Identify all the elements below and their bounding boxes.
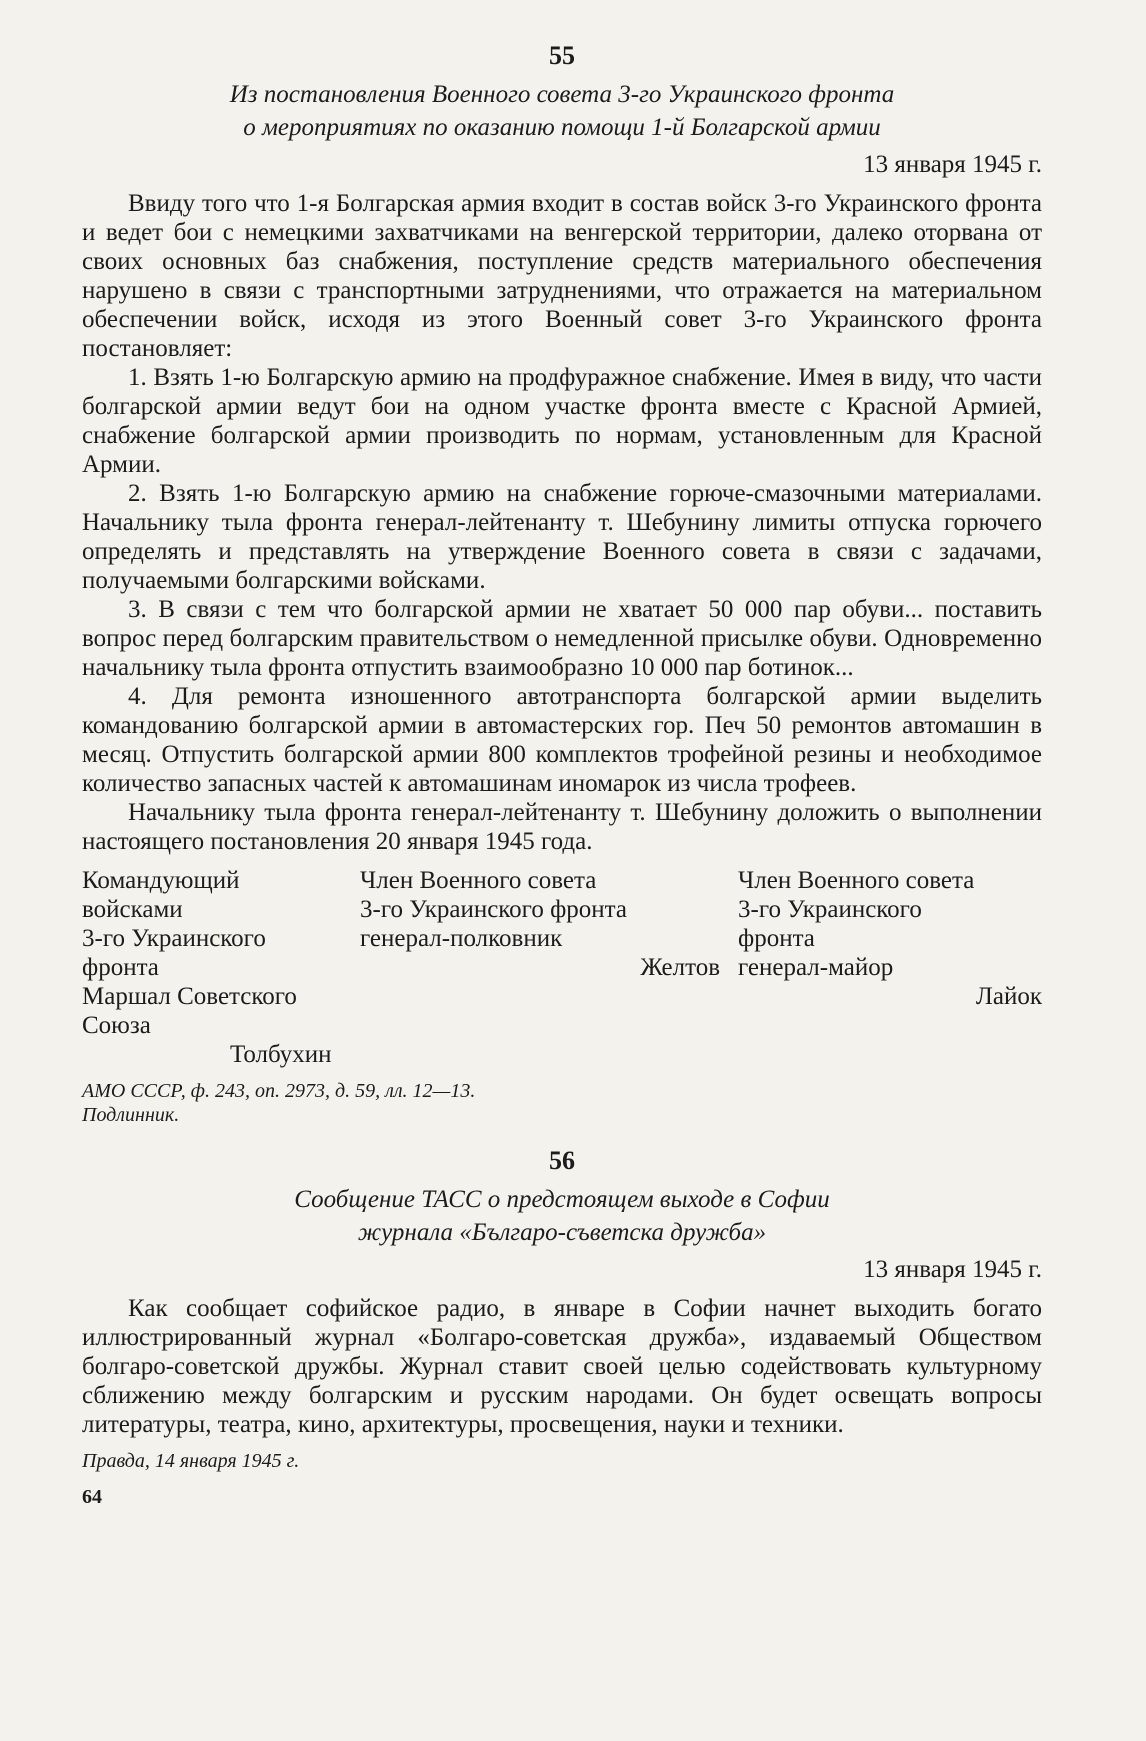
signature-council-member-2: [738, 866, 1042, 1069]
signature-council-member-1: [360, 866, 738, 1069]
signature-line: генерал-майор: [738, 954, 894, 981]
signature-name: Толбухин: [230, 1041, 332, 1068]
page-number: 64: [82, 1486, 102, 1508]
signature-line: 3-го Украинского фронта: [360, 896, 627, 923]
document-date: 13 января 1945 г.: [863, 151, 1042, 178]
archive-source: [82, 1079, 1042, 1127]
document-title-line: Сообщение ТАСС о предстоящем выходе в Софии: [294, 1186, 830, 1213]
document-page: [82, 40, 1042, 1730]
signature-line: Союза: [82, 1012, 151, 1039]
signature-line: генерал-полковник: [360, 925, 563, 952]
paragraph: 4. Для ремонта изношенного автотранспорта болгарской армии выделить командованию болгарской армии в автомастерских гор. Печ 50 ремонтов автомашин в месяц. Отпустить болгарской армии 800 комплектов трофейной резины и необходимое количество запасных частей к автомашинам иномарок из числа трофеев.: [82, 683, 1042, 797]
paragraph: Ввиду того что 1-я Болгарская армия входит в состав войск 3-го Украинского фронта и ведет бои с немецкими захватчиками на венгерской территории, далеко оторвана от своих основных баз снабжения, поступление средств материального обеспечения нарушено в связи с транспортными затруднениями, что отражается на материальном обеспечении войск, исходя из этого Военный совет 3-го Украинского фронта постановляет:: [82, 190, 1042, 362]
signature-line: фронта: [82, 954, 159, 981]
document-title-line: журнала «Българо-съветска дружба»: [357, 1219, 767, 1246]
paragraph: Как сообщает софийское радио, в январе в Софии начнет выходить богато иллюстрированный журнал «Болгаро-советская дружба», издаваемый Обществом болгаро-советской дружбы. Журнал ставит своей целью содействовать культурному сближению между болгарским и русским народами. Он будет освещать вопросы литературы, театра, кино, архитектуры, просвещения, науки и техники.: [82, 1295, 1042, 1438]
paragraph: 3. В связи с тем что болгарской армии не хватает 50 000 пар обуви... поставить вопрос перед болгарским правительством о немедленной присылке обуви. Одновременно начальнику тыла фронта отпустить взаимообразно 10 000 пар ботинок...: [82, 596, 1042, 681]
document-title-line: о мероприятиях по оказанию помощи 1-й Болгарской армии: [243, 114, 881, 141]
source-note: Подлинник.: [82, 1104, 180, 1126]
signature-line: 3-го Украинского: [82, 925, 266, 952]
paragraph: 2. Взять 1-ю Болгарскую армию на снабжение горюче-смазочными материалами. Начальнику тыла фронта генерал-лейтенанту т. Шебунину лимиты отпуска горючего определять и представлять на утверждение Военного совета в связи с задачами, получаемыми болгарскими войсками.: [82, 480, 1042, 594]
document-title-line: Из постановления Военного совета 3-го Украинского фронта: [229, 81, 895, 108]
paragraph: Начальнику тыла фронта генерал-лейтенанту т. Шебунину доложить о выполнении настоящего постановления 20 января 1945 года.: [82, 799, 1042, 855]
signature-line: фронта: [738, 925, 815, 952]
signature-name: Лайок: [975, 983, 1042, 1010]
document-date: 13 января 1945 г.: [863, 1256, 1042, 1283]
signature-name: Желтов: [640, 954, 720, 981]
signature-line: Маршал Советского: [82, 983, 297, 1010]
signature-line: войсками: [82, 896, 183, 923]
source-line: АМО СССР, ф. 243, оп. 2973, д. 59, лл. 12—13.: [82, 1080, 476, 1102]
signature-line: Член Военного совета: [360, 867, 597, 894]
signature-commander: [82, 866, 360, 1069]
document-number: 55: [549, 41, 575, 70]
document-number: 56: [549, 1146, 575, 1175]
signature-line: 3-го Украинского: [738, 896, 922, 923]
signature-line: Командующий: [82, 867, 240, 894]
newspaper-source: Правда, 14 января 1945 г.: [82, 1450, 300, 1472]
paragraph: 1. Взять 1-ю Болгарскую армию на продфуражное снабжение. Имея в виду, что части болгарской армии ведут бои на одном участке фронта вместе с Красной Армией, снабжение болгарской армии производить по нормам, установленным для Красной Армии.: [82, 364, 1042, 478]
signature-line: Член Военного совета: [738, 867, 975, 894]
signature-block: [82, 866, 1042, 1069]
